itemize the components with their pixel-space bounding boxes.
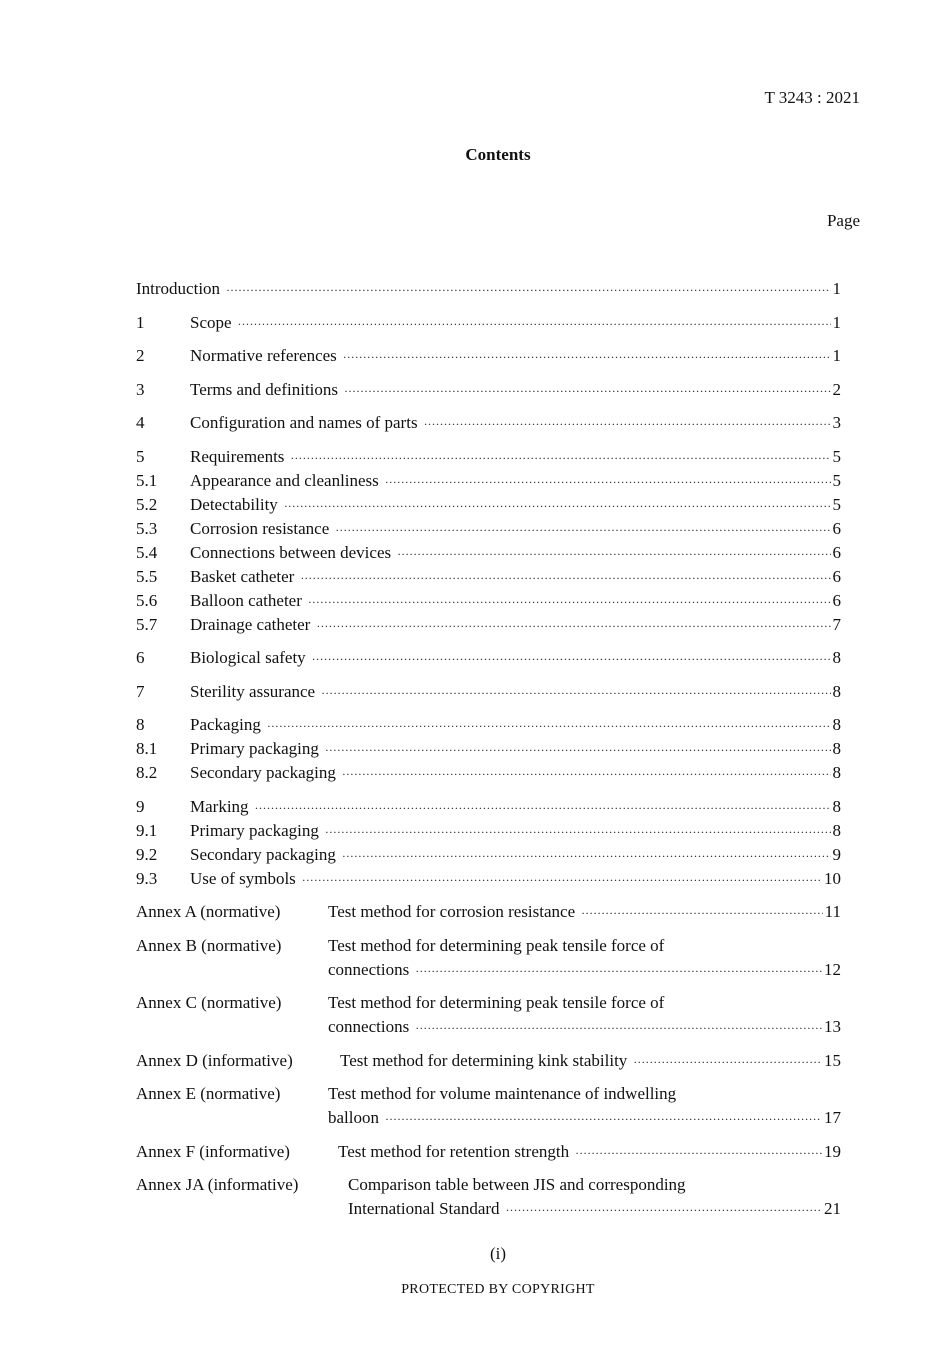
toc-entry-label: Secondary packaging	[190, 844, 336, 864]
document-number: T 3243 : 2021	[764, 88, 860, 107]
toc-entry[interactable]	[136, 493, 841, 517]
dot-leader	[290, 446, 830, 470]
toc-annex-entry[interactable]	[136, 991, 841, 1015]
toc-entry-page: 6	[832, 542, 841, 562]
toc-entry-label: Requirements	[190, 446, 285, 466]
toc-annex-entry-continued[interactable]	[136, 1197, 841, 1221]
toc-entry-page: 1	[832, 279, 841, 298]
annex-title: Test method for volume maintenance of indwelling	[328, 1084, 677, 1103]
toc-entry-page: 8	[832, 796, 841, 816]
toc-entry-label: Secondary packaging	[190, 763, 336, 782]
toc-entry[interactable]	[136, 589, 841, 613]
toc-entry-label: Biological safety	[190, 648, 306, 667]
toc-entry-page: 2	[832, 379, 841, 399]
toc-entry-label: Appearance and cleanliness	[190, 470, 379, 490]
dot-leader	[581, 901, 823, 925]
toc-entry-label: Introduction	[136, 279, 221, 298]
dot-leader	[633, 1050, 822, 1074]
toc-entry-label: Primary packaging	[190, 739, 319, 758]
toc-annex-entry[interactable]	[136, 1082, 841, 1106]
annex-title-continued: balloon	[328, 1108, 379, 1127]
annex-title-continued: connections	[328, 959, 410, 979]
toc-entry-page: 1	[832, 346, 841, 365]
toc-entry-label: Terms and definitions	[190, 379, 339, 399]
toc-annex-entry[interactable]	[136, 934, 841, 958]
toc-entry-label: Drainage catheter	[190, 614, 311, 634]
dot-leader	[267, 714, 831, 738]
toc-entry-number: 5.1	[136, 470, 158, 490]
dot-leader	[316, 614, 830, 638]
page-title: Contents	[465, 145, 531, 164]
annex-title: Test method for determining peak tensile force of	[328, 993, 665, 1012]
toc-entry[interactable]	[136, 311, 841, 335]
copyright-notice: PROTECTED BY COPYRIGHT	[401, 1282, 595, 1297]
toc-entry-page: 9	[832, 844, 841, 864]
dot-leader	[284, 494, 831, 518]
annex-title: Test method for determining kink stability	[340, 1050, 628, 1070]
toc-entry[interactable]	[136, 277, 841, 301]
toc-entry-label: Basket catheter	[190, 566, 295, 586]
toc-entry-page: 8	[832, 648, 841, 667]
dot-leader	[325, 820, 831, 844]
annex-page: 17	[824, 1108, 841, 1127]
toc-entry[interactable]	[136, 843, 841, 867]
toc-entry-page: 6	[832, 566, 841, 586]
annex-label: Annex D (informative)	[136, 1050, 293, 1070]
annex-title: Test method for determining peak tensile force of	[328, 935, 665, 955]
toc-entry-number: 5.3	[136, 518, 158, 538]
dot-leader	[238, 312, 831, 336]
toc-entry-number: 8.2	[136, 763, 158, 782]
toc-entry[interactable]	[136, 819, 841, 843]
toc-annex-entry-continued[interactable]	[136, 1015, 841, 1039]
dot-leader	[300, 566, 830, 590]
toc-entry-label: Balloon catheter	[190, 590, 302, 610]
annex-title: Test method for retention strength	[338, 1141, 570, 1161]
toc-entry-number: 5	[136, 446, 145, 466]
toc-entry[interactable]	[136, 680, 841, 704]
toc-entry-number: 4	[136, 413, 145, 432]
toc-entry-number: 5.5	[136, 566, 158, 586]
toc-entry[interactable]	[136, 646, 841, 670]
toc-entry-label: Configuration and names of parts	[190, 413, 418, 432]
toc-entry[interactable]	[136, 445, 841, 469]
toc-entry[interactable]	[136, 795, 841, 819]
toc-annex-entry[interactable]	[136, 1049, 841, 1073]
annex-page: 21	[824, 1199, 841, 1218]
toc-entry-label: Scope	[190, 312, 232, 332]
toc-entry[interactable]	[136, 344, 841, 368]
toc-entry-label: Primary packaging	[190, 820, 319, 840]
annex-title-continued: International Standard	[348, 1199, 500, 1218]
toc-entry-label: Normative references	[190, 346, 337, 365]
annex-title: Comparison table between JIS and corresponding	[348, 1175, 686, 1194]
dot-leader	[415, 959, 822, 983]
annex-label: Annex C (normative)	[136, 993, 282, 1012]
annex-label: Annex B (normative)	[136, 935, 282, 955]
dot-leader	[343, 345, 831, 369]
annex-page: 15	[824, 1050, 841, 1070]
dot-leader	[344, 379, 830, 403]
toc-entry[interactable]	[136, 469, 841, 493]
toc-entry-page: 6	[832, 590, 841, 610]
toc-entry-label: Corrosion resistance	[190, 518, 330, 538]
toc-entry-number: 6	[136, 648, 145, 667]
page-number: (i)	[489, 1244, 507, 1263]
toc-entry[interactable]	[136, 713, 841, 737]
toc-entry-number: 3	[136, 379, 145, 399]
annex-title-continued: connections	[328, 1017, 410, 1036]
toc-entry-page: 5	[832, 494, 841, 514]
toc-entry-number: 9.3	[136, 868, 158, 888]
toc-entry-number: 1	[136, 312, 145, 332]
dot-leader	[335, 518, 830, 542]
toc-entry-page: 5	[832, 470, 841, 490]
toc-entry-label: Use of symbols	[190, 868, 296, 888]
toc-entry[interactable]	[136, 378, 841, 402]
dot-leader	[342, 844, 831, 868]
table-of-contents	[136, 277, 841, 1221]
toc-entry-label: Marking	[190, 796, 249, 816]
toc-entry-page: 5	[832, 446, 841, 466]
toc-entry-number: 2	[136, 346, 145, 365]
toc-annex-entry[interactable]	[136, 900, 841, 924]
toc-entry[interactable]	[136, 737, 841, 761]
toc-entry-label: Sterility assurance	[190, 681, 316, 701]
toc-entry-number: 5.4	[136, 542, 158, 562]
dot-leader	[302, 868, 822, 892]
dot-leader	[342, 762, 831, 786]
dot-leader	[308, 590, 831, 614]
dot-leader	[226, 278, 830, 302]
toc-entry-number: 7	[136, 681, 145, 701]
toc-entry[interactable]	[136, 867, 841, 891]
dot-leader	[312, 647, 831, 671]
toc-entry-number: 9.1	[136, 820, 158, 840]
toc-entry[interactable]	[136, 541, 841, 565]
dot-leader	[415, 1016, 822, 1040]
toc-annex-entry-continued[interactable]	[136, 1106, 841, 1130]
toc-entry-label: Detectability	[190, 494, 278, 514]
toc-entry-number: 5.6	[136, 590, 158, 610]
toc-entry-number: 8	[136, 715, 145, 734]
toc-entry-label: Connections between devices	[190, 542, 392, 562]
dot-leader	[321, 681, 830, 705]
toc-annex-entry[interactable]	[136, 1173, 841, 1197]
toc-entry-number: 5.7	[136, 614, 158, 634]
dot-leader	[385, 1107, 822, 1131]
dot-leader	[424, 412, 831, 436]
dot-leader	[385, 470, 831, 494]
toc-entry[interactable]	[136, 613, 841, 637]
toc-entry-page: 8	[832, 715, 841, 734]
toc-entry[interactable]	[136, 761, 841, 785]
toc-entry-number: 9.2	[136, 844, 158, 864]
dot-leader	[506, 1198, 822, 1222]
toc-entry-page: 8	[832, 739, 841, 758]
annex-label: Annex F (informative)	[136, 1141, 290, 1161]
toc-entry-page: 10	[824, 868, 841, 888]
toc-entry-page: 8	[832, 681, 841, 701]
toc-entry-page: 3	[832, 413, 841, 432]
toc-entry-page: 8	[832, 763, 841, 782]
dot-leader	[255, 796, 831, 820]
annex-label: Annex A (normative)	[136, 902, 281, 921]
dot-leader	[575, 1141, 822, 1165]
toc-entry-number: 9	[136, 796, 145, 816]
toc-entry[interactable]	[136, 565, 841, 589]
dot-leader	[325, 738, 831, 762]
annex-title: Test method for corrosion resistance	[328, 902, 576, 921]
toc-entry-label: Packaging	[190, 715, 261, 734]
annex-label: Annex E (normative)	[136, 1084, 281, 1103]
annex-page: 19	[824, 1141, 841, 1161]
toc-entry-page: 8	[832, 820, 841, 840]
annex-page: 11	[824, 902, 841, 921]
toc-entry-page: 1	[832, 312, 841, 332]
annex-page: 12	[824, 959, 841, 979]
dot-leader	[397, 542, 830, 566]
toc-entry-number: 5.2	[136, 494, 158, 514]
toc-entry[interactable]	[136, 517, 841, 541]
toc-entry[interactable]	[136, 411, 841, 435]
toc-entry-page: 6	[832, 518, 841, 538]
annex-label: Annex JA (informative)	[136, 1175, 299, 1194]
toc-entry-page: 7	[832, 614, 841, 634]
page-column-label: Page	[826, 211, 860, 230]
toc-annex-entry-continued[interactable]	[136, 958, 841, 982]
annex-page: 13	[824, 1017, 841, 1036]
toc-annex-entry[interactable]	[136, 1140, 841, 1164]
toc-entry-number: 8.1	[136, 739, 158, 758]
